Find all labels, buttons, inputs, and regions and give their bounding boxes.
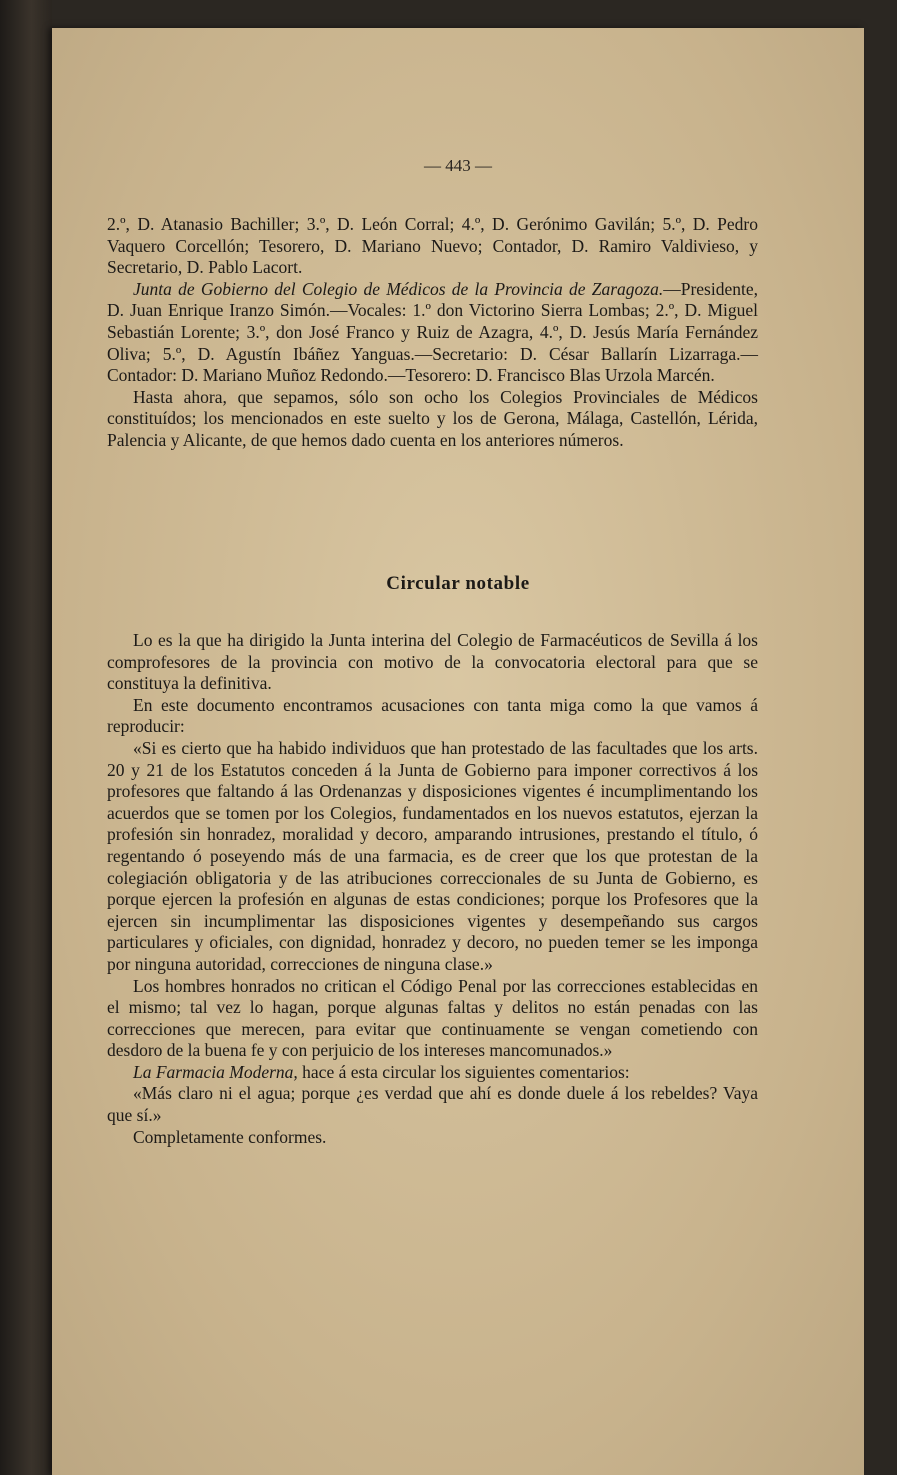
- book-page: [52, 28, 864, 1475]
- paragraph-colegios-count: Hasta ahora, que sepamos, sólo son ocho los Colegios Provinciales de Médicos constituídos; los mencionados en este suelto y los de Gerona, Málaga, Castellón, Lérida, Palencia y Alicante, de que hemos dado cuenta en los anteriores números.: [107, 386, 758, 450]
- paragraph-hombres-honrados: Los hombres honrados no critican el Código Penal por las correcciones establecidas en el mismo; tal vez lo hagan, porque algunas faltas y delitos no están penadas con las correcciones que merecen, para evitar que continuamente se vengan cometiendo con desdoro de la buena fe y con perjuicio de los intereses mancomunados.»: [107, 975, 758, 1061]
- publication-title-italic: La Farmacia Moderna,: [133, 1061, 298, 1082]
- paragraph-acusaciones: En este documento encontramos acusaciones con tanta miga como la que vamos á reproducir:: [107, 694, 758, 737]
- top-text-block: [107, 214, 758, 452]
- book-spine-shadow: [0, 0, 52, 1475]
- page-number: — 443 —: [424, 156, 492, 175]
- paragraph-farmacia-moderna: [107, 1062, 758, 1084]
- junta-title-italic: Junta de Gobierno del Colegio de Médicos de la Provincia de Zaragoza.: [133, 278, 664, 299]
- paragraph-intro: Lo es la que ha dirigido la Junta interina del Colegio de Farmacéuticos de Sevilla á los comprofesores de la provincia con motivo de la convocatoria electoral para que se constituya la definitiva.: [107, 630, 758, 694]
- paragraph-mas-claro: «Más claro ni el agua; porque ¿es verdad que ahí es donde duele á los rebeldes? Vaya que sí.»: [107, 1083, 758, 1126]
- paragraph-medicos-zaragoza-list: 2.º, D. Atanasio Bachiller; 3.º, D. León Corral; 4.º, D. Gerónimo Gavilán; 5.º, D. Pedro Vaquero Corcellón; Tesorero, D. Mariano Nuevo; Contador, D. Ramiro Valdivieso, y Secretario, D. Pablo Lacort.: [107, 214, 758, 278]
- comment-intro: hace á esta circular los siguientes comentarios:: [297, 1061, 630, 1082]
- paragraph-conformes: Completamente conformes.: [133, 1126, 327, 1147]
- article-body: [107, 630, 758, 1148]
- section-heading: Circular notable: [386, 573, 530, 594]
- paragraph-quote-circular: «Si es cierto que ha habido individuos que han protestado de las facultades que los arts. 20 y 21 de los Estatutos conceden á la Junta de Gobierno para imponer correctivos á los profesores que faltando á las Ordenanzas y disposiciones vigentes é incumplimentando los acuerdos que se tomen por los Colegios, fundamentados en los nuevos estatutos, ejerzan la profesión sin honradez, moralidad y decoro, amparando intrusiones, prestando el título, ó regentando ó poseyendo más de una farmacia, es de creer que los que protestan de la colegiación obligatoria y de las atribuciones correccionales de su Junta de Gobierno, es porque ejercen la profesión en algunas de estas condiciones; porque los Profesores que la ejercen sin incumplimentar las disposiciones vigentes y desempeñando sus cargos particulares y oficiales, con dignidad, honradez y decoro, no pueden temer se les imponga por ninguna autoridad, correcciones de ninguna clase.»: [107, 737, 758, 974]
- paragraph-junta-zaragoza: [107, 279, 758, 387]
- junta-members: —Presidente, D. Juan Enrique Iranzo Simón.—Vocales: 1.º don Victorino Sierra Lombas; 2.º, D. Miguel Sebastián Lorente; 3.º, don José Franco y Ruiz de Azagra, 4.º, D. Jesús María Fernández Oliva; 5.º, D. Agustín Ibáñez Yanguas.—Secretario: D. César Ballarín Lizarraga.—Contador: D. Mariano Muñoz Redondo.—Tesorero: D. Francisco Blas Urzola Marcén.: [107, 278, 758, 386]
